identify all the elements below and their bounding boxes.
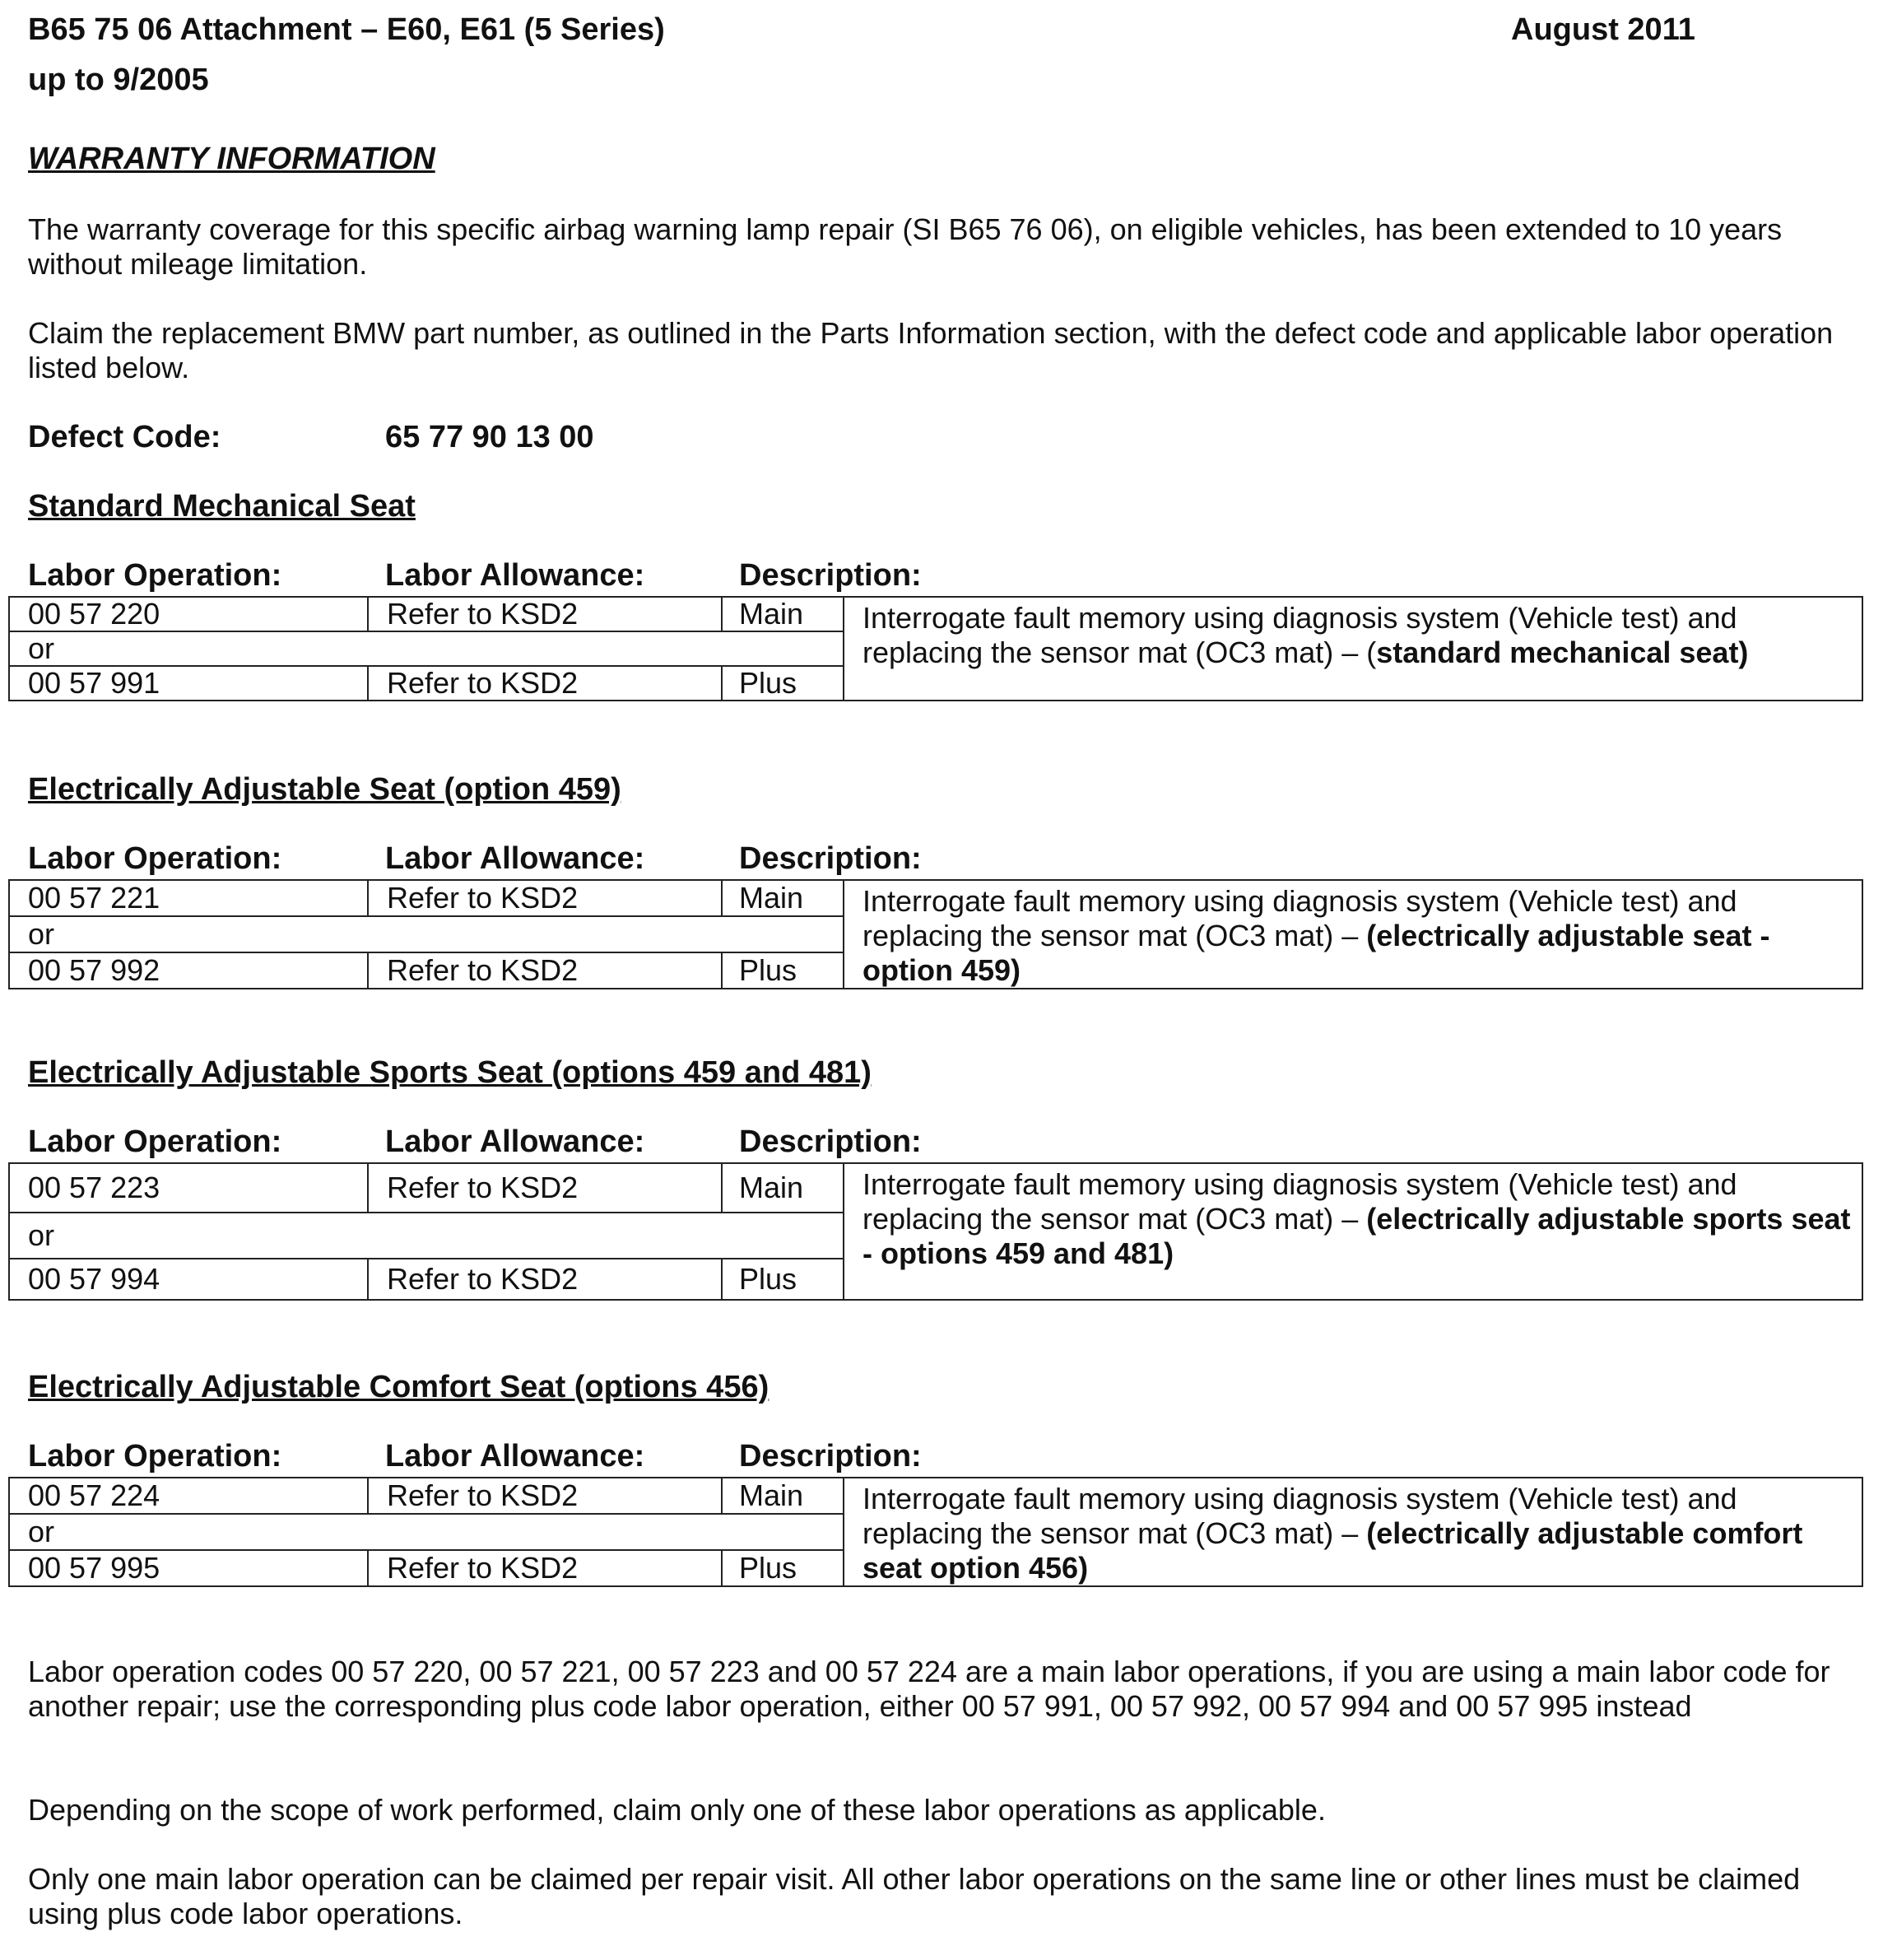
- table-row: [9, 880, 1862, 916]
- plus-label: Plus: [722, 666, 844, 701]
- main-label: Main: [722, 880, 844, 916]
- document-header: [28, 5, 665, 105]
- table-row: [9, 1163, 1862, 1213]
- labor-table: [8, 596, 1863, 701]
- header-date: August 2011: [1511, 12, 1695, 47]
- section-title: Standard Mechanical Seat: [28, 489, 416, 524]
- col-labor-allowance: Labor Allowance:: [385, 558, 645, 593]
- main-labor-code: 00 57 223: [9, 1163, 368, 1213]
- section-title: Electrically Adjustable Seat (option 459): [28, 772, 621, 807]
- closing-paragraph: Labor operation codes 00 57 220, 00 57 221, 00 57 223 and 00 57 224 are a main labor operations, if you are using a main labor code for another repair; use the corresponding plus code labor operation, either 00 57 991, 00 57 992, 00 57 994 and 00 57 995 instead: [28, 1655, 1830, 1723]
- table-row: [9, 597, 1862, 631]
- labor-allowance: Refer to KSD2: [368, 1478, 722, 1514]
- plus-label: Plus: [722, 952, 844, 989]
- description-text: Interrogate fault memory using diagnosis system (Vehicle test) and replacing the sensor mat (OC3 mat) –: [862, 1167, 1737, 1236]
- description-cell: [844, 1478, 1862, 1586]
- table-row: [9, 1478, 1862, 1514]
- section-title: Electrically Adjustable Sports Seat (options 459 and 481): [28, 1055, 872, 1090]
- defect-code-row: [28, 420, 594, 455]
- description-cell: [844, 1163, 1862, 1300]
- closing-paragraph: Only one main labor operation can be claimed per repair visit. All other labor operations on the same line or other lines must be claimed using plus code labor operations.: [28, 1862, 1801, 1930]
- or-text: or: [9, 1213, 844, 1259]
- labor-table: [8, 1477, 1863, 1587]
- description-cell: [844, 880, 1862, 989]
- description-bold-text: standard mechanical seat): [1376, 635, 1749, 669]
- intro-paragraph: The warranty coverage for this specific airbag warning lamp repair (SI B65 76 06), on eligible vehicles, has been extended to 10 years without mileage limitation.: [28, 212, 1783, 281]
- main-label: Main: [722, 1163, 844, 1213]
- description-cell: [844, 597, 1862, 701]
- main-labor-code: 00 57 224: [9, 1478, 368, 1514]
- description-text: Interrogate fault memory using diagnosis system (Vehicle test) and replacing the sensor mat (OC3 mat) –: [862, 884, 1737, 952]
- description-text: Interrogate fault memory using diagnosis system (Vehicle test) and replacing the sensor mat (OC3 mat) – (: [862, 601, 1737, 669]
- description-bold-text: (electrically adjustable comfort seat option 456): [862, 1516, 1803, 1585]
- main-labor-code: 00 57 220: [9, 597, 368, 631]
- col-labor-allowance: Labor Allowance:: [385, 1124, 645, 1159]
- col-labor-operation: Labor Operation:: [28, 558, 282, 593]
- or-text: or: [9, 1514, 844, 1550]
- description-bold-text: (electrically adjustable seat - option 459): [862, 919, 1770, 987]
- col-description: Description:: [739, 1439, 922, 1473]
- col-description: Description:: [739, 1124, 922, 1159]
- plus-labor-code: 00 57 992: [9, 952, 368, 989]
- or-text: or: [9, 631, 844, 666]
- column-headers: [28, 841, 1016, 878]
- labor-allowance: Refer to KSD2: [368, 597, 722, 631]
- plus-labor-code: 00 57 994: [9, 1259, 368, 1300]
- header-model-range: up to 9/2005: [28, 62, 209, 97]
- plus-labor-code: 00 57 991: [9, 666, 368, 701]
- labor-allowance: Refer to KSD2: [368, 880, 722, 916]
- main-labor-code: 00 57 221: [9, 880, 368, 916]
- plus-labor-code: 00 57 995: [9, 1550, 368, 1586]
- labor-allowance: Refer to KSD2: [368, 1259, 722, 1300]
- description-text: Interrogate fault memory using diagnosis system (Vehicle test) and replacing the sensor mat (OC3 mat) –: [862, 1482, 1737, 1550]
- main-label: Main: [722, 1478, 844, 1514]
- section-title: Electrically Adjustable Comfort Seat (options 456): [28, 1370, 769, 1404]
- column-headers: [28, 558, 1016, 594]
- col-labor-operation: Labor Operation:: [28, 1124, 282, 1159]
- labor-allowance: Refer to KSD2: [368, 1550, 722, 1586]
- col-labor-allowance: Labor Allowance:: [385, 841, 645, 876]
- labor-table: [8, 879, 1863, 989]
- col-description: Description:: [739, 558, 922, 593]
- warranty-title: WARRANTY INFORMATION: [28, 142, 435, 176]
- main-label: Main: [722, 597, 844, 631]
- labor-allowance: Refer to KSD2: [368, 666, 722, 701]
- col-description: Description:: [739, 841, 922, 876]
- defect-code-value: 65 77 90 13 00: [385, 420, 594, 454]
- labor-allowance: Refer to KSD2: [368, 1163, 722, 1213]
- plus-label: Plus: [722, 1259, 844, 1300]
- labor-allowance: Refer to KSD2: [368, 952, 722, 989]
- col-labor-operation: Labor Operation:: [28, 841, 282, 876]
- labor-table: [8, 1162, 1863, 1301]
- defect-code-label: Defect Code:: [28, 420, 221, 454]
- intro-paragraph: Claim the replacement BMW part number, as outlined in the Parts Information section, with the defect code and applicable labor operation listed below.: [28, 316, 1834, 384]
- or-text: or: [9, 916, 844, 952]
- column-headers: [28, 1439, 1016, 1475]
- col-labor-operation: Labor Operation:: [28, 1439, 282, 1473]
- header-bulletin-title: B65 75 06 Attachment – E60, E61 (5 Series): [28, 12, 665, 47]
- column-headers: [28, 1124, 1016, 1161]
- col-labor-allowance: Labor Allowance:: [385, 1439, 645, 1473]
- plus-label: Plus: [722, 1550, 844, 1586]
- description-bold-text: (electrically adjustable sports seat - options 459 and 481): [862, 1202, 1851, 1270]
- closing-paragraph: Depending on the scope of work performed, claim only one of these labor operations as applicable.: [28, 1793, 1326, 1827]
